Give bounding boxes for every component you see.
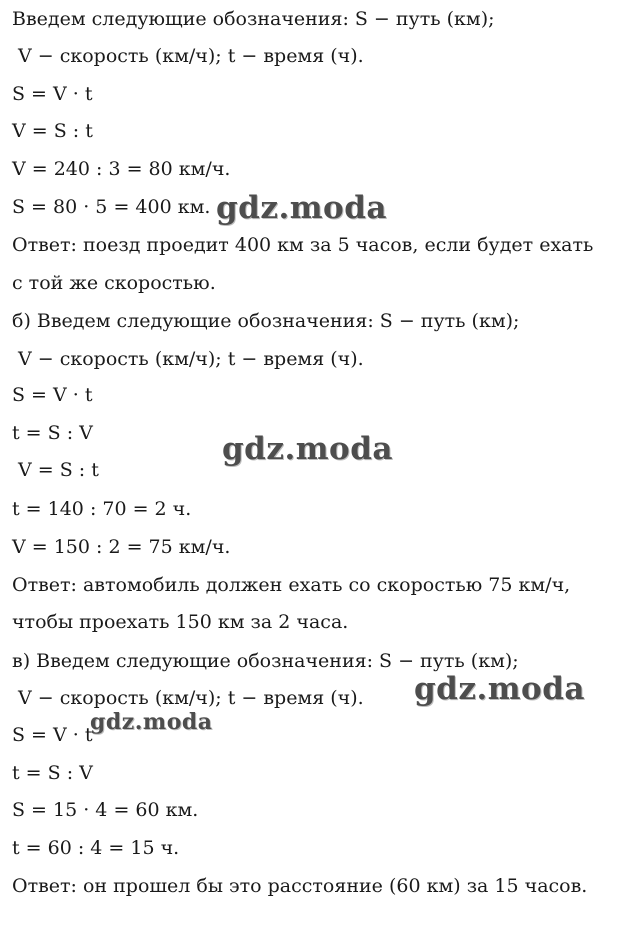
text-line: б) Введем следующие обозначения: S − путь (км); (12, 310, 520, 332)
watermark-logo: gdz.moda (90, 709, 213, 735)
answer-line: Ответ: поезд проедит 400 км за 5 часов, если будет ехать (12, 234, 594, 256)
formula-line: t = 140 : 70 = 2 ч. (12, 498, 192, 520)
formula-line: S = V · t (12, 384, 93, 406)
formula-line: t = S : V (12, 422, 93, 444)
text-line: в) Введем следующие обозначения: S − путь (км); (12, 650, 519, 672)
text-line: V − скорость (км/ч); t − время (ч). (18, 687, 364, 709)
formula-line: V = 240 : 3 = 80 км/ч. (12, 158, 231, 180)
formula-line: t = S : V (12, 762, 93, 784)
formula-line: S = 80 · 5 = 400 км. (12, 196, 211, 218)
text-line: V − скорость (км/ч); t − время (ч). (18, 45, 364, 67)
watermark-logo: gdz.moda (222, 431, 393, 467)
answer-line: Ответ: автомобиль должен ехать со скоростью 75 км/ч, (12, 574, 571, 596)
formula-line: V = S : t (12, 120, 93, 142)
formula-line: t = 60 : 4 = 15 ч. (12, 837, 180, 859)
formula-line: S = 15 · 4 = 60 км. (12, 799, 199, 821)
answer-line: с той же скоростью. (12, 272, 216, 294)
formula-line: S = V · t (12, 724, 93, 746)
formula-line: V = 150 : 2 = 75 км/ч. (12, 536, 231, 558)
formula-line: S = V · t (12, 83, 93, 105)
answer-line: чтобы проехать 150 км за 2 часа. (12, 611, 349, 633)
formula-line: V = S : t (18, 459, 99, 481)
text-line: V − скорость (км/ч); t − время (ч). (18, 348, 364, 370)
watermark-logo: gdz.moda (414, 671, 585, 707)
watermark-logo: gdz.moda (216, 190, 387, 226)
text-line: Введем следующие обозначения: S − путь (км); (12, 8, 495, 30)
answer-line: Ответ: он прошел бы это расстояние (60 км) за 15 часов. (12, 875, 588, 897)
